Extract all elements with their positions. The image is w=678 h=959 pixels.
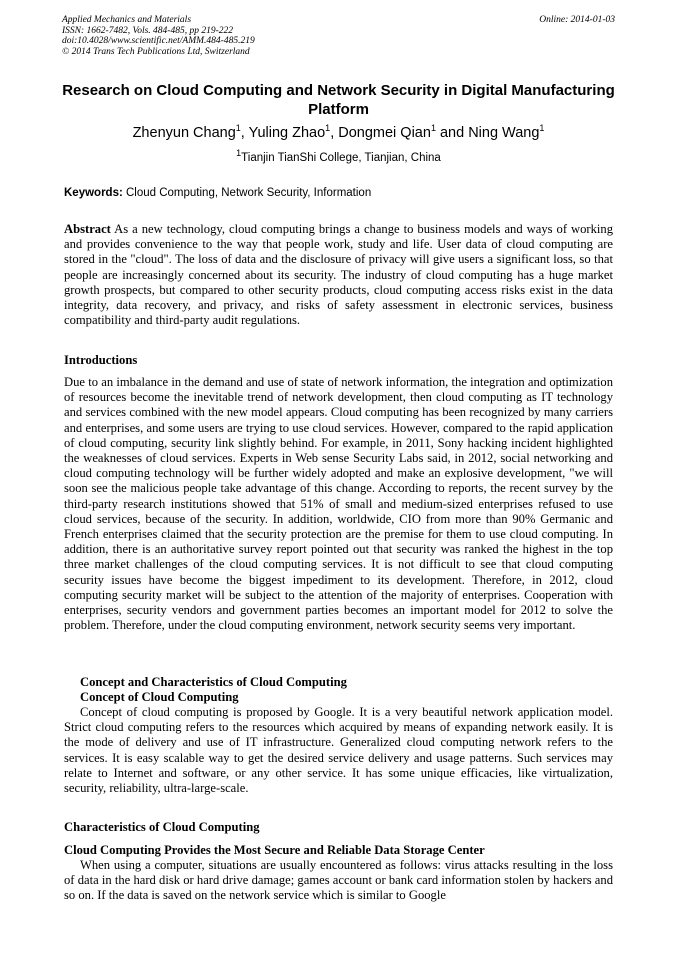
section-heading-introductions: Introductions bbox=[64, 353, 138, 367]
concept-text: Concept of cloud computing is proposed by Google. It is a very beautiful network application model. Strict cloud computing refers to the resources which acquired by means of expanding network easily. It is the mode of delivery and use of IT infrastructure. Generalized cloud computing network refers to the services. It is easy scalable way to get the desired service delivery and usage patterns. Such services may relate to Internet and software, or any other service. It has some unique efficacies, like virtualization, security, reliability, ultra-large-scale. bbox=[64, 705, 613, 796]
affiliation-mark: 1 bbox=[236, 148, 242, 159]
author-name: Ning Wang bbox=[468, 125, 540, 141]
author-separator: , bbox=[240, 125, 249, 141]
online-date: Online: 2014-01-03 bbox=[539, 15, 615, 25]
author-affiliation-mark: 1 bbox=[430, 123, 436, 134]
subsection-heading-concept: Concept of Cloud Computing bbox=[80, 690, 239, 704]
journal-name: Applied Mechanics and Materials bbox=[62, 15, 192, 25]
keywords bbox=[64, 186, 617, 200]
introductions-text: Due to an imbalance in the demand and use of state of network information, the integration and optimization of resources become the inevitable trend of network development, then cloud computing as IT technology and services combined with the new model appears. Cloud computing has been recognized by many carriers and enterprises, and some users are trying to use cloud services. However, compared to the rapid application of cloud computing, security link slightly behind. For example, in 2011, Sony hacking incident highlighted the weaknesses of cloud services. Experts in Web sense Security Labs said, in 2012, social networking and cloud computing technology will be further widely adopted and make an explosive development, "we will soon see the malicious people take advantage of this change. According to reports, the recent survey by the third-party research institutions showed that 51% of small and medium-sized enterprises refused to use cloud services, because of the security. In addition, worldwide, CIO from more than 90% Germanic and French enterprises claimed that the security protection are the premise for them to use cloud computing. In addition, there is an authoritative survey report pointed out that security was ranked the highest in the top three market challenges of the cloud computing services. It is not difficult to see that cloud computing security issues have become the biggest impediment to its development. Therefore, in 2012, cloud computing security market will be subject to the attention of the majority of enterprises. Cooperation with enterprises, security vendors and government parties becomes an important model for 2012 to solve the problem. Therefore, under the cloud computing environment, network security seems very important. bbox=[64, 375, 613, 633]
affiliation bbox=[62, 148, 615, 165]
abstract bbox=[64, 222, 613, 328]
keywords-label: Keywords: bbox=[64, 187, 123, 199]
doi-line: doi:10.4028/www.scientific.net/AMM.484-485.219 bbox=[62, 36, 255, 46]
paper-title: Research on Cloud Computing and Network Security in Digital Manufacturing Platform bbox=[62, 82, 615, 118]
author-affiliation-mark: 1 bbox=[325, 123, 331, 134]
abstract-label: Abstract bbox=[64, 222, 111, 236]
characteristics-text: When using a computer, situations are usually encountered as follows: virus attacks resulting in the loss of data in the hard disk or hard drive damage; games account or bank card information stolen by hackers and so on. If the data is saved on the network service which is similar to Google bbox=[64, 858, 613, 903]
characteristics-paragraph bbox=[64, 858, 613, 904]
author-affiliation-mark: 1 bbox=[539, 123, 545, 134]
concept-paragraph bbox=[64, 705, 613, 796]
section-heading-concept-characteristics: Concept and Characteristics of Cloud Computing bbox=[80, 675, 347, 689]
section-heading-characteristics: Characteristics of Cloud Computing bbox=[64, 820, 260, 834]
abstract-text: As a new technology, cloud computing brings a change to business models and ways of working and provides convenience to the way that people work, study and life. User data of cloud computing are stored in the "cloud". The loss of data and the disclosure of privacy will give users a significant loss, so that people are increasingly concerned about its security. The industry of cloud computing has a huge market growth prospects, but compared to other security products, cloud computing access risks exist in the data integrity, data recovery, and privacy, and risks of safety assessment in electronic services, business compatibility and third-party audit regulations. bbox=[64, 222, 613, 328]
copyright-line: © 2014 Trans Tech Publications Ltd, Switzerland bbox=[62, 46, 250, 57]
author-separator: and bbox=[435, 125, 469, 141]
author-separator: , bbox=[330, 125, 339, 141]
subsection-heading-storage-center: Cloud Computing Provides the Most Secure and Reliable Data Storage Center bbox=[64, 843, 485, 857]
affiliation-text: Tianjin TianShi College, Tianjian, China bbox=[241, 152, 441, 164]
author-list bbox=[62, 124, 615, 142]
journal-header bbox=[62, 15, 615, 57]
author-name: Yuling Zhao bbox=[248, 125, 326, 141]
issn-line: ISSN: 1662-7482, Vols. 484-485, pp 219-222 bbox=[62, 25, 233, 36]
keywords-text: Cloud Computing, Network Security, Information bbox=[122, 187, 372, 199]
introductions-paragraph bbox=[64, 375, 613, 633]
author-affiliation-mark: 1 bbox=[235, 123, 241, 134]
author-name: Dongmei Qian bbox=[338, 125, 431, 141]
author-name: Zhenyun Chang bbox=[132, 125, 236, 141]
